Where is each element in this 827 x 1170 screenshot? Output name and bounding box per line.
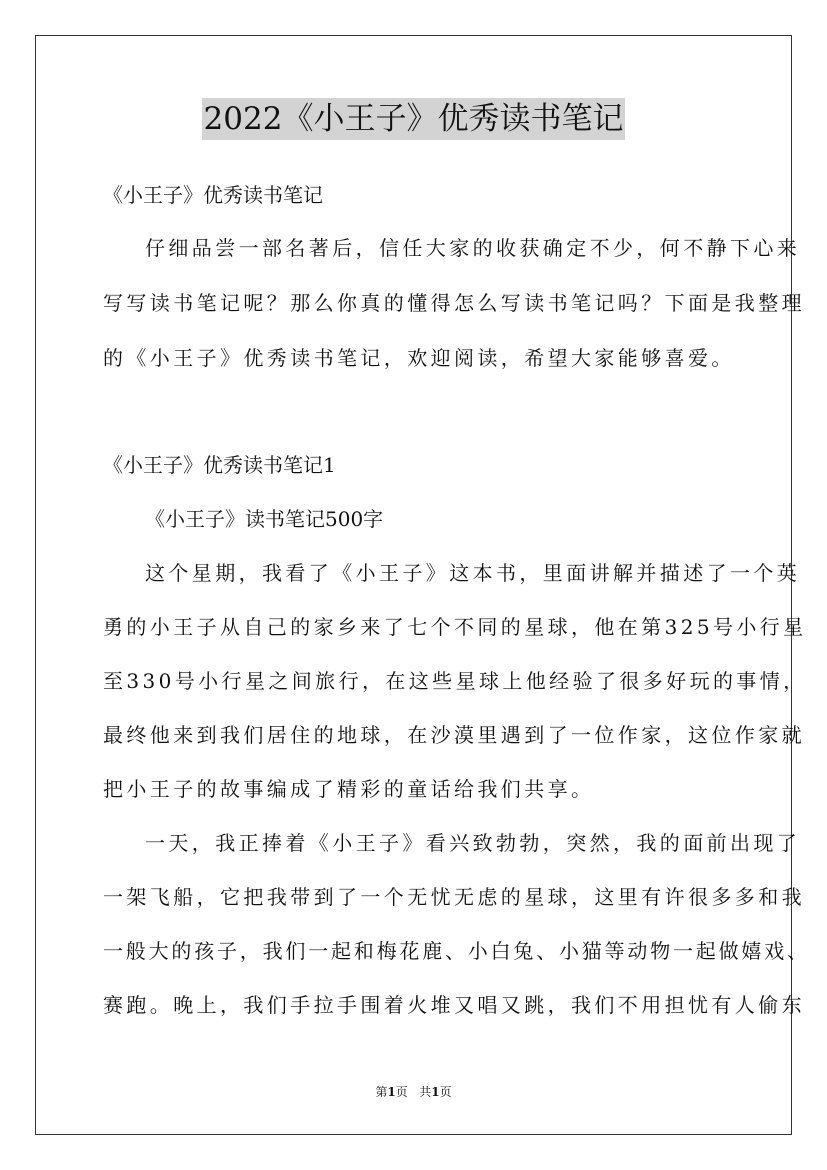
body-line: 把小王子的故事编成了精彩的童话给我们共享。 bbox=[103, 777, 595, 801]
section-heading: 《小王子》优秀读书笔记1 bbox=[103, 453, 336, 477]
body-line: 勇的小王子从自己的家乡来了七个不同的星球，他在第325号小行星 bbox=[103, 615, 807, 639]
section-heading: 《小王子》优秀读书笔记 bbox=[103, 183, 323, 207]
page-number-suffix: 页 bbox=[395, 1085, 408, 1099]
sub-heading: 《小王子》读书笔记500字 bbox=[145, 507, 384, 531]
page-number-current: 1 bbox=[387, 1085, 396, 1099]
body-line: 的《小王子》优秀读书笔记，欢迎阅读，希望大家能够喜爱。 bbox=[103, 346, 735, 370]
page-footer bbox=[0, 1084, 827, 1100]
body-line: 仔细品尝一部名著后，信任大家的收获确定不少，何不静下心来 bbox=[145, 236, 801, 260]
document-title: 2022《小王子》优秀读书笔记 bbox=[202, 98, 626, 140]
body-line: 赛跑。晚上，我们手拉手围着火堆又唱又跳，我们不用担忧有人偷东 bbox=[103, 993, 805, 1017]
page-total: 1 bbox=[431, 1085, 440, 1099]
body-line: 这个星期，我看了《小王子》这本书，里面讲解并描述了一个英 bbox=[145, 561, 801, 585]
body-line: 一架飞船，它把我带到了一个无忧无虑的星球，这里有许很多多和我 bbox=[103, 885, 805, 909]
page-total-prefix: 共 bbox=[419, 1085, 432, 1099]
title-container bbox=[0, 98, 827, 140]
body-line: 至330号小行星之间旅行，在这些星球上他经验了很多好玩的事情， bbox=[103, 669, 807, 693]
page-total-suffix: 页 bbox=[439, 1085, 452, 1099]
body-line: 一般大的孩子，我们一起和梅花鹿、小白兔、小猫等动物一起做嬉戏、 bbox=[103, 939, 810, 963]
body-line: 写写读书笔记呢？那么你真的懂得怎么写读书笔记吗？下面是我整理 bbox=[103, 291, 805, 315]
body-line: 一天，我正捧着《小王子》看兴致勃勃，突然，我的面前出现了 bbox=[145, 831, 801, 855]
body-line: 最终他来到我们居住的地球，在沙漠里遇到了一位作家，这位作家就 bbox=[103, 723, 805, 747]
page-number-prefix: 第 bbox=[375, 1085, 388, 1099]
